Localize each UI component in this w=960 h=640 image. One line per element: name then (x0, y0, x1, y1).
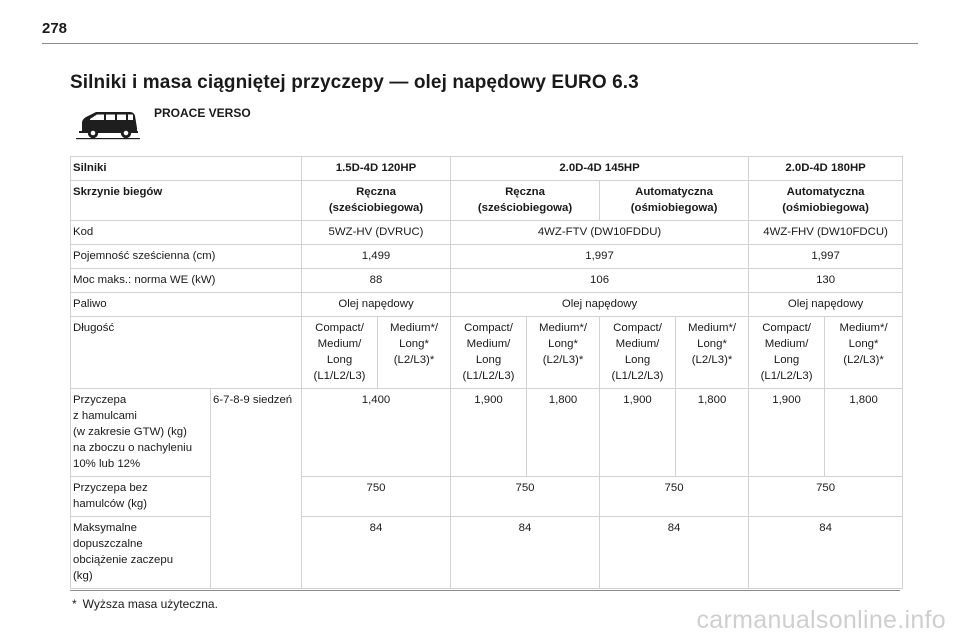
power-cell: 106 (451, 269, 749, 293)
table-row-capacity (71, 245, 903, 269)
table-row-unbraked-trailer (71, 477, 903, 517)
gearbox-cell (451, 181, 600, 221)
fuel-cell: Olej napędowy (302, 293, 451, 317)
length-cell: Compact/ Medium/ Long (L1/L2/L3) (302, 317, 378, 389)
braked-trailer-cell: 1,900 (749, 389, 825, 477)
braked-trailer-cell: 1,900 (451, 389, 527, 477)
gearbox-cell (749, 181, 903, 221)
table-row-hitch-load (71, 517, 903, 589)
gearbox-speeds: (ośmiobiegowa) (630, 202, 718, 214)
engine-cell: 1.5D-4D 120HP (302, 157, 451, 181)
unbraked-trailer-cell: 750 (302, 477, 451, 517)
model-name: PROACE VERSO (154, 106, 251, 120)
seats-cell: 6-7-8-9 siedzeń (211, 389, 302, 589)
unbraked-trailer-cell: 750 (600, 477, 749, 517)
engine-cell: 2.0D-4D 145HP (451, 157, 749, 181)
code-cell: 4WZ-FHV (DW10FDCU) (749, 221, 903, 245)
length-cell: Medium*/ Long* (L2/L3)* (378, 317, 451, 389)
fuel-cell: Olej napędowy (451, 293, 749, 317)
bottom-divider (70, 590, 900, 591)
table-row-code (71, 221, 903, 245)
footnote (72, 597, 218, 611)
gearbox-type: Automatyczna (635, 186, 713, 198)
gearbox-speeds: (sześciobiegowa) (328, 202, 424, 214)
code-cell: 4WZ-FTV (DW10FDDU) (451, 221, 749, 245)
hitch-load-cell: 84 (600, 517, 749, 589)
table-row-fuel (71, 293, 903, 317)
length-cell: Compact/ Medium/ Long (L1/L2/L3) (600, 317, 676, 389)
capacity-label: Pojemność sześcienna (cm) (71, 245, 302, 269)
gearbox-cell (600, 181, 749, 221)
gearbox-speeds: (sześciobiegowa) (477, 202, 573, 214)
code-cell: 5WZ-HV (DVRUC) (302, 221, 451, 245)
length-cell: Compact/ Medium/ Long (L1/L2/L3) (749, 317, 825, 389)
unbraked-trailer-cell: 750 (451, 477, 600, 517)
power-cell: 88 (302, 269, 451, 293)
braked-trailer-label: Przyczepa z hamulcami (w zakresie GTW) (kg) na zboczu o nachyleniu 10% lub 12% (71, 389, 211, 477)
length-cell: Compact/ Medium/ Long (L1/L2/L3) (451, 317, 527, 389)
page-title: Silniki i masa ciągniętej przyczepy — olej napędowy EURO 6.3 (70, 72, 639, 93)
table-row-engines (71, 157, 903, 181)
unbraked-trailer-label: Przyczepa bez hamulców (kg) (71, 477, 211, 517)
hitch-load-cell: 84 (302, 517, 451, 589)
braked-trailer-cell: 1,800 (825, 389, 903, 477)
length-cell: Medium*/ Long* (L2/L3)* (676, 317, 749, 389)
spec-table (70, 156, 903, 589)
length-cell: Medium*/ Long* (L2/L3)* (825, 317, 903, 389)
gearbox-speeds: (ośmiobiegowa) (782, 202, 869, 214)
engines-label: Silniki (71, 157, 302, 181)
gearbox-cell (302, 181, 451, 221)
watermark: carmanualsonline.info (696, 606, 946, 634)
code-label: Kod (71, 221, 302, 245)
table-row-power (71, 269, 903, 293)
gearbox-label: Skrzynie biegów (71, 181, 302, 221)
engine-cell: 2.0D-4D 180HP (749, 157, 903, 181)
footnote-mark: * (72, 597, 77, 611)
unbraked-trailer-cell: 750 (749, 477, 903, 517)
braked-trailer-cell: 1,900 (600, 389, 676, 477)
capacity-cell: 1,997 (749, 245, 903, 269)
capacity-cell: 1,499 (302, 245, 451, 269)
top-divider (42, 43, 918, 44)
power-label: Moc maks.: norma WE (kW) (71, 269, 302, 293)
braked-trailer-cell: 1,800 (676, 389, 749, 477)
footnote-text: Wyższa masa użyteczna. (82, 597, 218, 611)
van-icon (76, 110, 140, 140)
length-cell: Medium*/ Long* (L2/L3)* (527, 317, 600, 389)
table-row-braked-trailer (71, 389, 903, 477)
table-row-length (71, 317, 903, 389)
hitch-load-cell: 84 (451, 517, 600, 589)
length-label: Długość (71, 317, 302, 389)
hitch-load-cell: 84 (749, 517, 903, 589)
table-row-gearbox (71, 181, 903, 221)
hitch-load-label: Maksymalne dopuszczalne obciążenie zaczepu (kg) (71, 517, 211, 589)
gearbox-type: Ręczna (356, 186, 396, 198)
capacity-cell: 1,997 (451, 245, 749, 269)
gearbox-type: Ręczna (505, 186, 545, 198)
page-number: 278 (42, 20, 68, 37)
fuel-cell: Olej napędowy (749, 293, 903, 317)
braked-trailer-cell: 1,800 (527, 389, 600, 477)
fuel-label: Paliwo (71, 293, 302, 317)
gearbox-type: Automatyczna (786, 186, 865, 198)
braked-trailer-cell: 1,400 (302, 389, 451, 477)
power-cell: 130 (749, 269, 903, 293)
